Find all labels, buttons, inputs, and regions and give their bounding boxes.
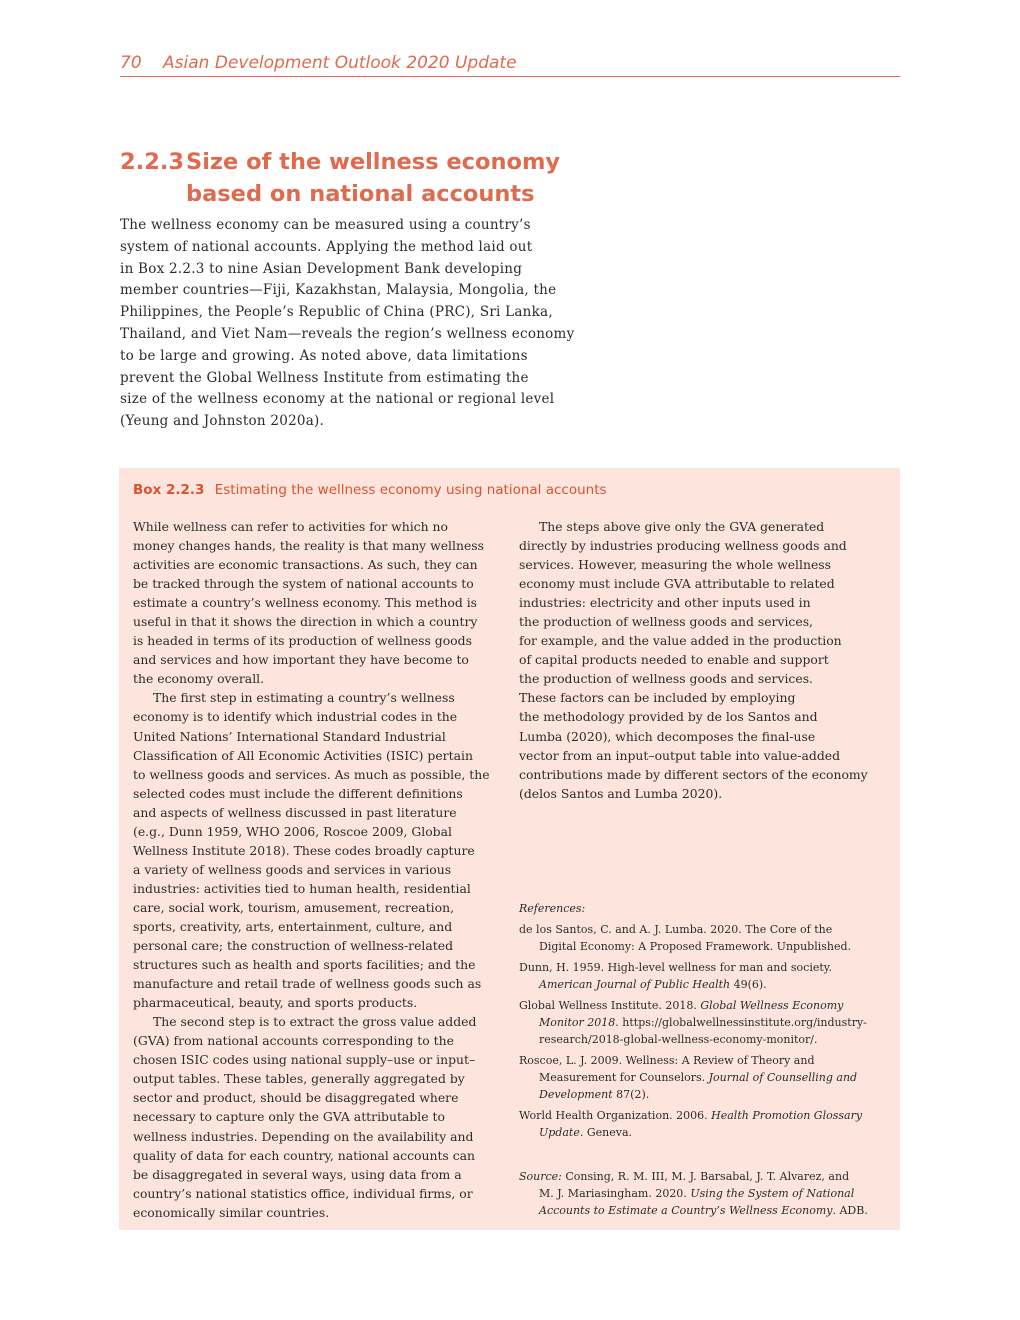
box-text-line: contributions made by different sectors of the economy: [519, 766, 868, 782]
box-text-line: and aspects of wellness discussed in past literature: [133, 804, 457, 820]
section-title-line-1: Size of the wellness economy: [186, 149, 561, 175]
box-text-line: and services and how important they have become to: [133, 652, 469, 668]
reference-line: [519, 1069, 891, 1086]
box-title: [133, 482, 607, 498]
box-text-line: money changes hands, the reality is that many wellness: [133, 538, 485, 554]
box-text-line: manufacture and retail trade of wellness goods such as: [133, 976, 482, 992]
box-text-line: estimate a country’s wellness economy. This method is: [133, 595, 478, 611]
references-list: [519, 900, 891, 1145]
box-text-line: services. However, measuring the whole wellness: [519, 557, 832, 573]
intro-line: size of the wellness economy at the national or regional level: [120, 391, 555, 408]
box-text-line: for example, and the value added in the production: [519, 633, 842, 649]
reference-item: [519, 1052, 891, 1103]
box-text-line: (GVA) from national accounts corresponding to the: [133, 1033, 454, 1049]
box-text-line: The steps above give only the GVA generated: [539, 519, 825, 534]
reference-detail: 49(6).: [730, 978, 767, 991]
reference-line: de los Santos, C. and A. J. Lumba. 2020. The Core of the: [519, 923, 833, 936]
box-text-line: (e.g., Dunn 1959, WHO 2006, Roscoe 2009, Global: [133, 823, 452, 839]
box-text-line: necessary to capture only the GVA attributable to: [133, 1109, 445, 1125]
reference-line: Digital Economy: A Proposed Framework. Unpublished.: [539, 940, 852, 953]
box-text-line: a variety of wellness goods and services in various: [133, 861, 452, 877]
source-authors: Consing, R. M. III, M. J. Barsabal, J. T. Alvarez, and: [561, 1170, 850, 1183]
reference-item: [519, 921, 891, 955]
intro-line: in Box 2.2.3 to nine Asian Development Bank developing: [120, 260, 523, 277]
source-line: [519, 1185, 891, 1202]
intro-line: Philippines, the People’s Republic of China (PRC), Sri Lanka,: [120, 304, 553, 321]
intro-line: Thailand, and Viet Nam—reveals the region’s wellness economy: [120, 325, 575, 342]
publication-title: Asian Development Outlook 2020 Update: [163, 53, 517, 73]
intro-line: member countries—Fiji, Kazakhstan, Malaysia, Mongolia, the: [120, 282, 557, 299]
running-header: [120, 52, 900, 77]
intro-line: (Yeung and Johnston 2020a).: [120, 413, 325, 430]
box-text-line: While wellness can refer to activities for which no: [133, 519, 448, 534]
report-title: Update: [539, 1126, 580, 1139]
source-publisher: . ADB.: [832, 1204, 868, 1217]
box-text-line: useful in that it shows the direction in which a country: [133, 614, 478, 630]
box-text-line: the economy overall.: [133, 671, 265, 687]
reference-detail: . Geneva.: [579, 1126, 632, 1139]
reference-author: World Health Organization. 2006.: [519, 1109, 712, 1122]
reference-detail: 87(2).: [612, 1088, 650, 1101]
intro-line: The wellness economy can be measured using a country’s: [120, 217, 531, 233]
references-heading: References:: [519, 902, 586, 915]
box-text-line: economy must include GVA attributable to related: [519, 576, 835, 592]
reference-line: [519, 1107, 891, 1124]
box-text-line: economically similar countries.: [133, 1204, 330, 1220]
box-text-line: wellness industries. Depending on the availability and: [133, 1128, 474, 1144]
box-text-line: chosen ISIC codes using national supply–use or input–: [133, 1052, 476, 1068]
box-text-line: sports, creativity, arts, entertainment, culture, and: [133, 918, 453, 934]
reference-line: [519, 1014, 891, 1031]
box-text-line: industries: activities tied to human health, residential: [133, 880, 471, 896]
reference-line: [519, 997, 891, 1014]
section-title-line-2: based on national accounts: [186, 181, 535, 207]
reference-line: [519, 1124, 891, 1141]
reference-item: [519, 997, 891, 1048]
source-title: Accounts to Estimate a Country’s Wellness Economy: [539, 1204, 833, 1217]
box-text-line: directly by industries producing wellness goods and: [519, 538, 847, 554]
report-title: Monitor 2018: [539, 1016, 616, 1029]
box-text-line: country’s national statistics office, individual firms, or: [133, 1185, 473, 1201]
reference-author: Global Wellness Institute. 2018.: [519, 999, 701, 1012]
reference-detail: Measurement for Counselors.: [539, 1071, 709, 1084]
box-text-line: Wellness Institute 2018). These codes broadly capture: [133, 842, 475, 858]
box-column-right: [519, 517, 899, 803]
box-label: Box 2.2.3: [133, 482, 205, 498]
box-text-line: of capital products needed to enable and support: [519, 652, 829, 668]
box-text-line: selected codes must include the different definitions: [133, 785, 463, 801]
journal-title: American Journal of Public Health: [539, 978, 731, 991]
box-text-line: sector and product, should be disaggregated where: [133, 1090, 459, 1106]
box-2-2-3: [119, 468, 900, 1230]
reference-line: Dunn, H. 1959. High-level wellness for man and society.: [519, 961, 833, 974]
journal-title: Development: [539, 1088, 613, 1101]
box-text-line: care, social work, tourism, amusement, recreation,: [133, 899, 455, 915]
box-text-line: the production of wellness goods and services.: [519, 671, 813, 687]
box-text-line: the methodology provided by de los Santos and: [519, 709, 818, 725]
box-column-left: [133, 517, 513, 1222]
box-text-line: The first step in estimating a country’s wellness: [153, 690, 455, 706]
box-text-line: output tables. These tables, generally aggregated by: [133, 1071, 465, 1087]
reference-item: [519, 1107, 891, 1141]
box-text-line: be tracked through the system of national accounts to: [133, 576, 474, 592]
section-number: 2.2.3: [120, 149, 185, 175]
source-line: [519, 1168, 891, 1185]
box-text-line: quality of data for each country, national accounts can: [133, 1147, 476, 1163]
reference-line: [519, 976, 891, 993]
box-text-line: economy is to identify which industrial codes in the: [133, 709, 458, 725]
box-text-line: activities are economic transactions. As such, they can: [133, 557, 478, 573]
box-title-text: Estimating the wellness economy using national accounts: [214, 482, 607, 498]
source-note: [519, 1168, 891, 1219]
box-text-line: pharmaceutical, beauty, and sports products.: [133, 995, 418, 1011]
box-text-line: The second step is to extract the gross value added: [153, 1014, 477, 1030]
intro-line: prevent the Global Wellness Institute from estimating the: [120, 369, 529, 386]
box-text-line: personal care; the construction of wellness-related: [133, 938, 453, 954]
box-text-line: Lumba (2020), which decomposes the final-use: [519, 728, 816, 744]
intro-line: system of national accounts. Applying the method laid out: [120, 238, 533, 255]
reference-url: . https://globalwellnessinstitute.org/industry-: [615, 1016, 867, 1029]
source-label: Source:: [519, 1170, 562, 1183]
box-text-line: United Nations’ International Standard Industrial: [133, 728, 446, 744]
box-text-line: vector from an input–output table into value-added: [519, 747, 841, 763]
intro-line: to be large and growing. As noted above, data limitations: [120, 347, 528, 364]
box-text-line: be disaggregated in several ways, using data from a: [133, 1166, 462, 1182]
box-text-line: (delos Santos and Lumba 2020).: [519, 785, 723, 801]
box-text-line: These factors can be included by employing: [519, 690, 796, 706]
box-text-line: to wellness goods and services. As much as possible, the: [133, 766, 490, 782]
intro-paragraph: [120, 215, 600, 433]
journal-title: Journal of Counselling and: [708, 1071, 858, 1084]
reference-line: research/2018-global-wellness-economy-monitor/.: [539, 1033, 818, 1046]
report-title: Health Promotion Glossary: [711, 1109, 863, 1122]
report-title: Global Wellness Economy: [700, 999, 844, 1012]
source-detail: M. J. Mariasingham. 2020.: [539, 1187, 691, 1200]
page-number: 70: [120, 53, 142, 73]
box-text-line: Classification of All Economic Activities (ISIC) pertain: [133, 747, 473, 763]
source-title: Using the System of National: [690, 1187, 855, 1200]
reference-item: [519, 959, 891, 993]
box-text-line: the production of wellness goods and services,: [519, 614, 813, 630]
reference-line: [519, 1086, 891, 1103]
reference-line: Roscoe, L. J. 2009. Wellness: A Review of Theory and: [519, 1054, 815, 1067]
box-text-line: is headed in terms of its production of wellness goods: [133, 633, 472, 649]
box-text-line: structures such as health and sports facilities; and the: [133, 957, 476, 973]
source-line: [519, 1202, 891, 1219]
box-text-line: industries: electricity and other inputs used in: [519, 595, 811, 611]
